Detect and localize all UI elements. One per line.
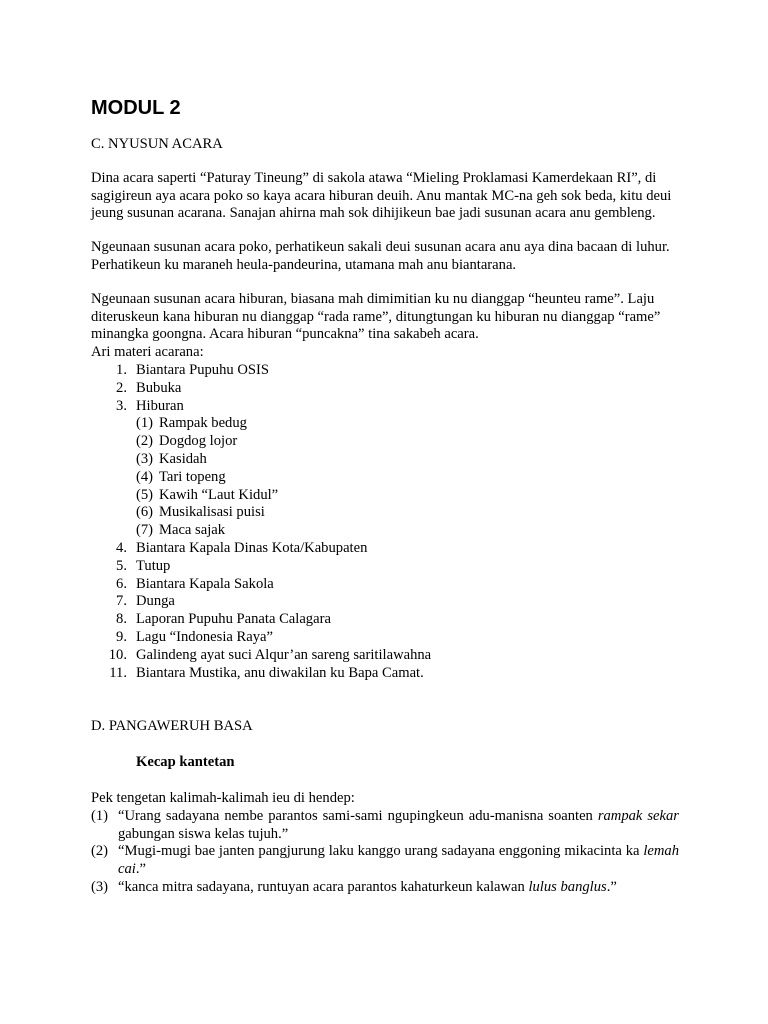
examples-list: [91, 808, 679, 897]
example-italic-term: lulus banglus: [528, 878, 607, 895]
example-number: (2): [91, 843, 109, 860]
example-number: (1): [91, 807, 109, 824]
sublist-number: (6): [136, 504, 154, 521]
example-item: [91, 843, 679, 879]
sublist-text: Rampak bedug: [159, 415, 247, 432]
list-text: Tutup: [136, 557, 171, 574]
sublist-number: (5): [136, 486, 154, 503]
sublist-text: Maca sajak: [159, 522, 226, 539]
paragraph-1: Dina acara saperti “Paturay Tineung” di sakola atawa “Mieling Proklamasi Kamerdekaan RI”, di sagigireun aya acara poko so kaya acara hiburan deuih. Anu mantak MC-na geh sok beda, kitu deui jeung susunan acarana. Sanajan ahirna mah sok dihijikeun bae jadi susunan acara anu gembleng.: [91, 169, 672, 222]
list-text: Dunga: [136, 593, 175, 610]
list-item: [91, 629, 679, 647]
list-number: 4.: [116, 539, 127, 556]
paragraph-2: Ngeunaan susunan acara poko, perhatikeun sakali deui susunan acara anu aya dina bacaan di luhur. Perhatikeun ku maraneh heula-pandeurina, utamana mah anu biantarana.: [91, 239, 670, 273]
example-italic-term: lemah cai: [118, 843, 679, 878]
list-text: Biantara Kapala Dinas Kota/Kabupaten: [136, 539, 368, 556]
entertainment-sublist: [91, 415, 679, 540]
list-item: [91, 540, 679, 558]
list-item: [91, 611, 679, 629]
paragraph-3: Ngeunaan susunan acara hiburan, biasana mah dimimitian ku nu dianggap “heunteu rame”. Laju diteruskeun kana hiburan nu dianggap “rada rame”, ditungtungan ku hiburan nu dianggap “rame” minangka goongna. Acara hiburan “puncakna” tina sakabeh acara.: [91, 290, 661, 343]
program-list: [91, 362, 679, 682]
subheading-kecap-kantetan: Kecap kantetan: [136, 754, 235, 771]
sublist-item: [136, 487, 679, 505]
list-item: [91, 558, 679, 576]
list-item: [91, 398, 679, 416]
list-number: 11.: [109, 664, 127, 681]
list-text: Biantara Kapala Sakola: [136, 575, 274, 592]
example-italic-term: rampak sekar: [597, 807, 679, 824]
sublist-item: [136, 469, 679, 487]
list-number: 3.: [116, 397, 127, 414]
example-text-end: .”: [135, 861, 146, 878]
list-text: Galindeng ayat suci Alqur’an sareng saritilawahna: [136, 646, 432, 663]
list-text: Biantara Pupuhu OSIS: [136, 361, 269, 378]
sublist-text: Dogdog lojor: [159, 433, 238, 450]
list-number: 10.: [108, 646, 127, 663]
example-text-end: .”: [606, 878, 617, 895]
list-number: 9.: [116, 628, 127, 645]
example-item: [91, 879, 679, 897]
section-c-heading: C. NYUSUN ACARA: [91, 136, 223, 152]
list-number: 8.: [116, 611, 127, 628]
example-item: [91, 808, 679, 844]
document-content: [91, 94, 679, 897]
list-text: Bubuka: [136, 379, 182, 396]
list-number: 2.: [116, 379, 127, 396]
sublist-text: Tari topeng: [159, 468, 226, 485]
list-item: [91, 593, 679, 611]
list-item: [91, 647, 679, 665]
list-text: Laporan Pupuhu Panata Calagara: [136, 611, 331, 628]
module-title: MODUL 2: [91, 97, 181, 119]
section-d-heading: D. PANGAWERUH BASA: [91, 718, 253, 735]
sublist-number: (7): [136, 522, 154, 539]
sublist-text: Kasidah: [159, 450, 207, 467]
list-number: 1.: [116, 361, 127, 378]
sublist-item: [136, 504, 679, 522]
list-item: [91, 576, 679, 594]
list-item: [91, 362, 679, 380]
example-text: “Urang sadayana nembe parantos sami-sami ngupingkeun adu-manisna soanten: [118, 807, 598, 824]
list-text: Lagu “Indonesia Raya”: [136, 628, 273, 645]
sublist-number: (4): [136, 468, 154, 485]
list-item: [91, 665, 679, 683]
sublist-number: (3): [136, 450, 154, 467]
sublist-text: Musikalisasi puisi: [159, 504, 265, 521]
list-text: Hiburan: [136, 397, 184, 414]
list-number: 6.: [116, 575, 127, 592]
example-number: (3): [91, 878, 109, 895]
example-text-end: gabungan siswa kelas tujuh.”: [118, 825, 289, 842]
list-item: [91, 380, 679, 398]
examples-intro: Pek tengetan kalimah-kalimah ieu di hendep:: [91, 789, 355, 806]
list-intro: Ari materi acarana:: [91, 344, 204, 361]
list-number: 7.: [116, 593, 127, 610]
list-text: Biantara Mustika, anu diwakilan ku Bapa Camat.: [136, 664, 424, 681]
sublist-item: [136, 451, 679, 469]
sublist-number: (2): [136, 433, 154, 450]
sublist-text: Kawih “Laut Kidul”: [159, 486, 279, 503]
sublist-number: (1): [136, 415, 154, 432]
sublist-item: [136, 415, 679, 433]
list-number: 5.: [116, 557, 127, 574]
sublist-item: [136, 433, 679, 451]
example-text: “kanca mitra sadayana, runtuyan acara parantos kahaturkeun kalawan: [118, 878, 529, 895]
sublist-item: [136, 522, 679, 540]
example-text: “Mugi-mugi bae janten pangjurung laku kanggo urang sadayana enggoning mikacinta ka: [118, 843, 644, 860]
